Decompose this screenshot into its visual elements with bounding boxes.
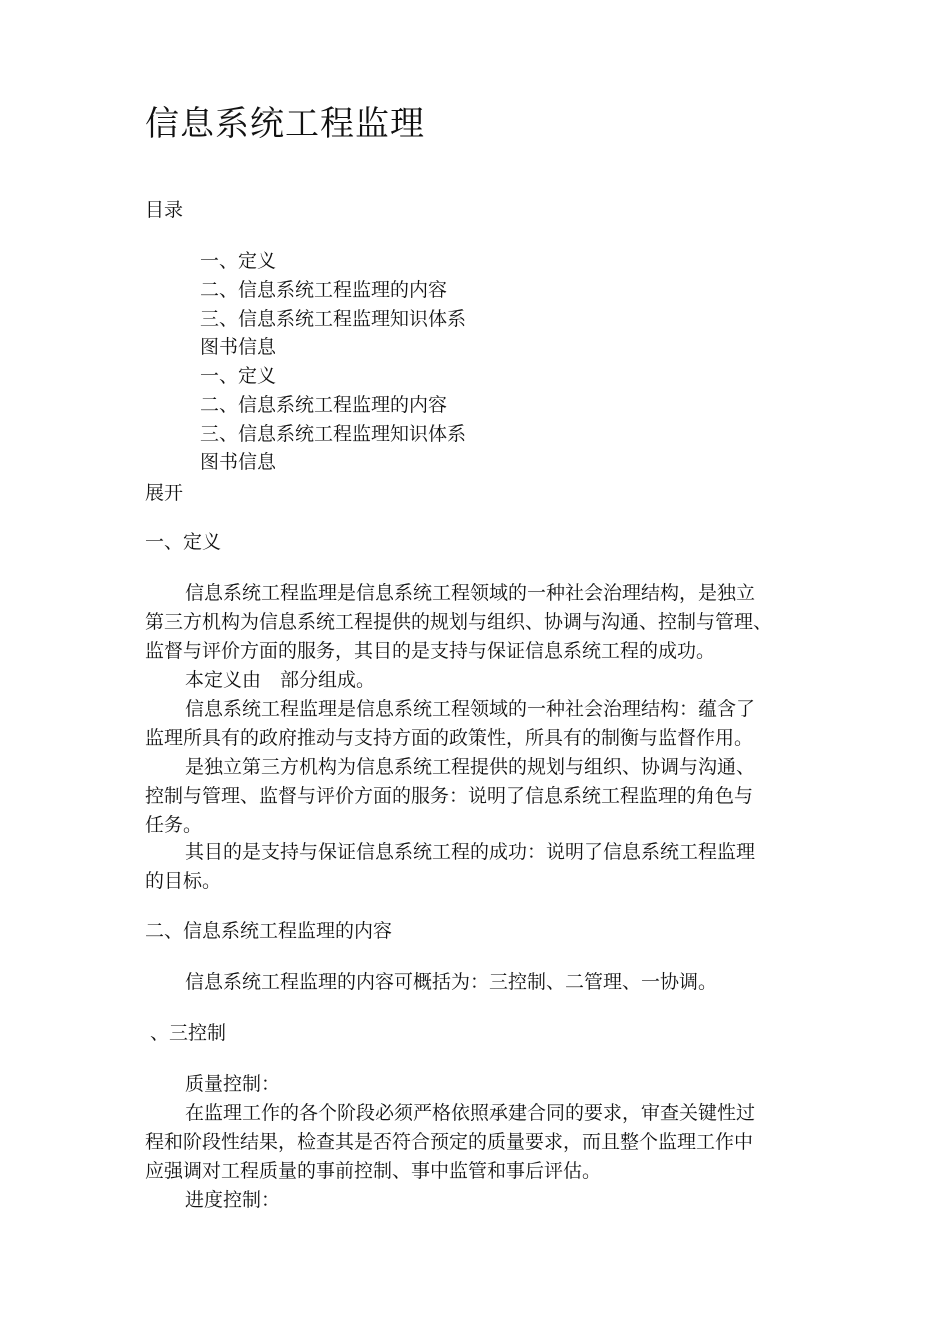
paragraph-line: 在监理工作的各个阶段必须严格依照承建合同的要求，审查关键性过 — [185, 1102, 756, 1124]
toc-item[interactable]: 三、信息系统工程监理知识体系 — [200, 308, 467, 330]
paragraph-line: 控制与管理、监督与评价方面的服务：说明了信息系统工程监理的角色与 — [145, 785, 754, 807]
quality-control-label: 质量控制： — [185, 1073, 281, 1095]
progress-control-label: 进度控制： — [185, 1189, 281, 1211]
section-heading-definition: 一、定义 — [145, 531, 222, 553]
toc-item[interactable]: 二、信息系统工程监理的内容 — [200, 394, 448, 416]
paragraph-line: 本定义由 部分组成。 — [185, 669, 376, 691]
toc-item[interactable]: 图书信息 — [200, 336, 277, 358]
paragraph-line: 是独立第三方机构为信息系统工程提供的规划与组织、协调与沟通、 — [185, 756, 756, 778]
toc-item[interactable]: 二、信息系统工程监理的内容 — [200, 279, 448, 301]
paragraph-line: 信息系统工程监理的内容可概括为：三控制、二管理、一协调。 — [185, 971, 718, 993]
document-title: 信息系统工程监理 — [145, 104, 425, 144]
paragraph-line: 监督与评价方面的服务，其目的是支持与保证信息系统工程的成功。 — [145, 640, 716, 662]
paragraph-line: 的目标。 — [145, 870, 222, 892]
subsection-heading: 、三控制 — [150, 1022, 227, 1044]
paragraph-line: 信息系统工程监理是信息系统工程领域的一种社会治理结构，是独立 — [185, 582, 756, 604]
section-heading-content: 二、信息系统工程监理的内容 — [145, 920, 393, 942]
paragraph-line: 信息系统工程监理是信息系统工程领域的一种社会治理结构：蕴含了 — [185, 698, 756, 720]
paragraph-line: 应强调对工程质量的事前控制、事中监管和事后评估。 — [145, 1160, 602, 1182]
paragraph-line: 其目的是支持与保证信息系统工程的成功：说明了信息系统工程监理 — [185, 841, 756, 863]
paragraph-line: 任务。 — [145, 814, 203, 836]
toc-item[interactable]: 一、定义 — [200, 365, 277, 387]
toc-item[interactable]: 图书信息 — [200, 451, 277, 473]
paragraph-line: 第三方机构为信息系统工程提供的规划与组织、协调与沟通、控制与管理、 — [145, 611, 773, 633]
expand-link[interactable]: 展开 — [145, 482, 184, 504]
paragraph-line: 程和阶段性结果，检查其是否符合预定的质量要求，而且整个监理工作中 — [145, 1131, 754, 1153]
toc-item[interactable]: 三、信息系统工程监理知识体系 — [200, 423, 467, 445]
paragraph-line: 监理所具有的政府推动与支持方面的政策性，所具有的制衡与监督作用。 — [145, 727, 754, 749]
toc-heading: 目录 — [145, 199, 184, 221]
toc-item[interactable]: 一、定义 — [200, 250, 277, 272]
